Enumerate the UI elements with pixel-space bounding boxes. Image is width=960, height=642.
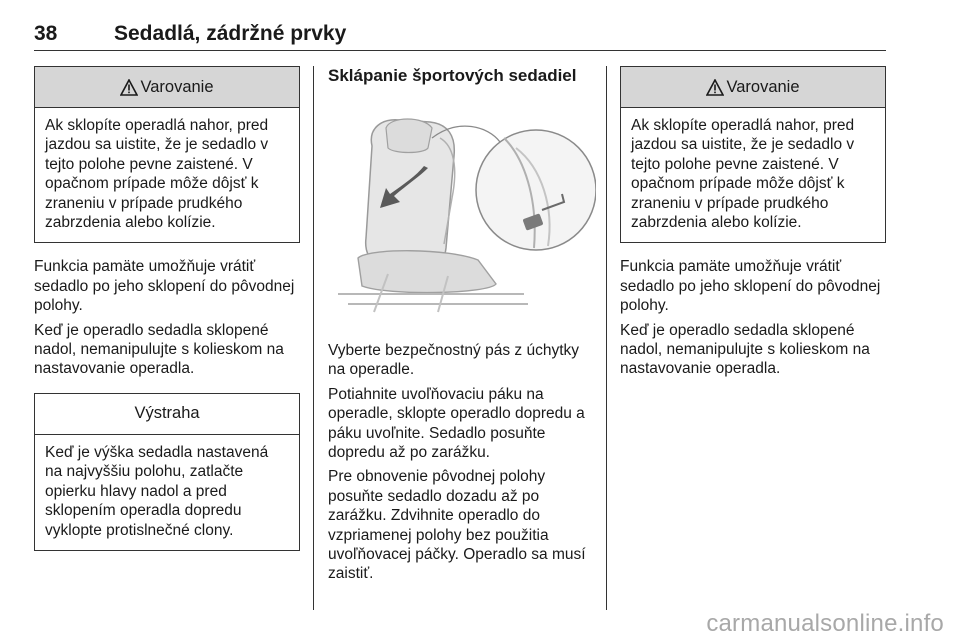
paragraph: Potiahnite uvoľňovaciu páku na operadle, sklopte operadlo dopredu a páku uvoľnite. Sedadlo posuňte dopredu až po zarážku. [328, 385, 585, 462]
caution-box-header [35, 394, 299, 435]
paragraph: Funkcia pamäte umožňuje vrátiť sedadlo po jeho sklopení do pôvodnej polohy. [34, 258, 295, 315]
column-right [620, 66, 886, 379]
column-left [34, 66, 300, 551]
warning-box [34, 66, 300, 243]
caution-title: Výstraha [134, 404, 200, 423]
warning-box-header [35, 67, 299, 108]
warning-title: Varovanie [726, 77, 800, 96]
page-title: Sedadlá, zádržné prvky [114, 22, 347, 45]
seat-fold-illustration [328, 98, 596, 318]
section-title: Sklápanie športových sedadiel [328, 66, 577, 85]
column-middle [328, 66, 596, 584]
paragraph: Pre obnovenie pôvodnej polohy posuňte sedadlo dozadu až po zarážku. Zdvihnite operadlo do vzpriamenej polohy bez použitia uvoľňovacej páčky. Operadlo sa musí zaistiť. [328, 468, 586, 583]
page-number: 38 [34, 22, 58, 45]
warning-title: Varovanie [140, 77, 214, 96]
caution-box [34, 393, 300, 551]
paragraph: Keď je operadlo sedadla sklopené nadol, nemanipulujte s kolieskom na nastavovanie operadla. [620, 321, 870, 378]
warning-box-header [621, 67, 885, 108]
warning-box [620, 66, 886, 243]
column-divider [606, 66, 607, 610]
watermark: carmanualsonline.info [706, 610, 944, 637]
paragraph: Keď je operadlo sedadla sklopené nadol, nemanipulujte s kolieskom na nastavovanie operadla. [34, 321, 284, 378]
warning-text: Ak sklopíte operadlá nahor, pred jazdou sa uistite, že je sedadlo v tejto polohe pevne zaistené. V opačnom prípade môže dôjsť k zraneniu v prípade prudkého zabrzdenia alebo kolízie. [45, 117, 269, 232]
caution-text: Keď je výška sedadla nastavená na najvyššiu polohu, zatlačte opierku hlavy nadol a pred sklopením operadla dopredu vyklopte protislnečné clony. [45, 443, 269, 539]
warning-triangle-icon [706, 79, 724, 96]
page-header [34, 22, 886, 51]
paragraph: Funkcia pamäte umožňuje vrátiť sedadlo po jeho sklopení do pôvodnej polohy. [620, 258, 881, 315]
paragraph: Vyberte bezpečnostný pás z úchytky na operadle. [328, 342, 580, 379]
column-divider [313, 66, 314, 610]
warning-triangle-icon [120, 79, 138, 96]
warning-text: Ak sklopíte operadlá nahor, pred jazdou sa uistite, že je sedadlo v tejto polohe pevne zaistené. V opačnom prípade môže dôjsť k zraneniu v prípade prudkého zabrzdenia alebo kolízie. [631, 117, 855, 232]
